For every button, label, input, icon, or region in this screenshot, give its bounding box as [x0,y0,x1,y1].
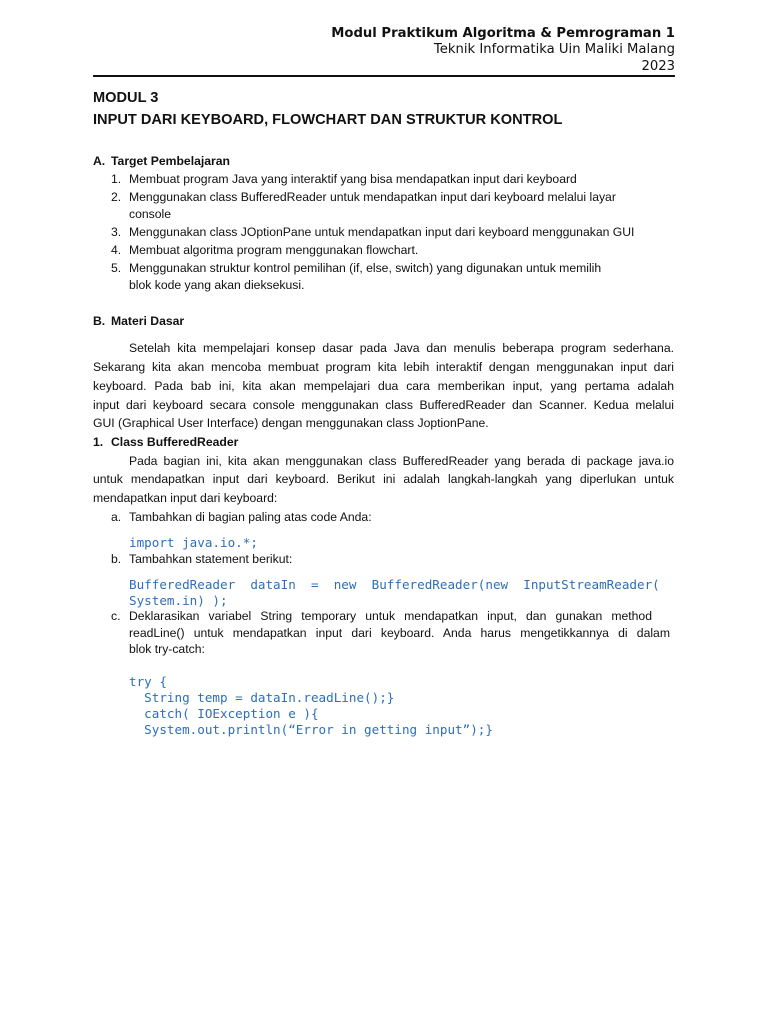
header-institution: Teknik Informatika Uin Maliki Malang [433,42,675,57]
header-module-name: Modul Praktikum Algoritma & Pemrograman 1 [331,26,675,41]
list-item-number: 5. [111,261,122,275]
list-item-number: 1. [111,172,122,186]
section-a-heading: Target Pembelajaran [111,154,230,168]
code-line: System.out.println(“Error in getting input”);} [129,722,493,737]
paragraph-line: input dari keyboard secara console menggunakan class BufferedReader dan Scanner. Kedua melalui [93,398,674,412]
paragraph-line: keyboard. Pada bab ini, kita akan mempelajari dua cara memberikan input, yang pertama adalah [93,379,674,393]
code-line: try { [129,674,167,689]
step-marker: a. [111,510,122,524]
step-text: Deklarasikan variabel String temporary untuk mendapatkan input, dan gunakan method [129,609,652,623]
list-item-text: console [129,207,172,221]
paragraph-line: GUI (Graphical User Interface) dengan menggunakan class JoptionPane. [93,416,489,430]
code-line: String temp = dataIn.readLine();} [129,690,395,705]
header-divider [93,75,675,77]
step-text: blok try-catch: [129,642,205,656]
code-line: import java.io.*; [129,535,258,550]
section-a-marker: A. [93,154,106,168]
list-item-text: Membuat algoritma program menggunakan flowchart. [129,243,419,257]
module-number-title: MODUL 3 [93,90,159,106]
section-b-heading: Materi Dasar [111,314,185,328]
list-item-text: Menggunakan class JOptionPane untuk mendapatkan input dari keyboard menggunakan GUI [129,225,635,239]
list-item-text: Membuat program Java yang interaktif yang bisa mendapatkan input dari keyboard [129,172,577,186]
paragraph-line: Sekarang kita akan mencoba membuat program kita lebih interaktif dengan menggunakan input dari [93,360,674,374]
header-year: 2023 [641,59,675,74]
paragraph-line: Pada bagian ini, kita akan menggunakan class BufferedReader yang berada di package java.io [129,454,674,468]
list-item-number: 3. [111,225,122,239]
list-item-number: 4. [111,243,122,257]
list-item-number: 2. [111,190,122,204]
list-item-text: Menggunakan class BufferedReader untuk mendapatkan input dari keyboard melalui layar [129,190,616,204]
step-text: readLine() untuk mendapatkan input dari keyboard. Anda harus mengetikkannya di dalam [129,626,670,640]
paragraph-line: mendapatkan input dari keyboard: [93,491,278,505]
subsection-1-number: 1. [93,435,104,449]
step-text: Tambahkan statement berikut: [129,552,293,566]
section-b-marker: B. [93,314,106,328]
code-line: System.in) ); [129,593,228,608]
code-line: catch( IOException e ){ [129,706,319,721]
list-item-text: blok kode yang akan dieksekusi. [129,278,305,292]
subsection-1-heading: Class BufferedReader [111,435,239,449]
list-item-text: Menggunakan struktur kontrol pemilihan (if, else, switch) yang digunakan untuk memilih [129,261,602,275]
code-line: BufferedReader dataIn = new BufferedReader(new InputStreamReader( [129,577,660,592]
paragraph-line: Setelah kita mempelajari konsep dasar pada Java dan menulis beberapa program sederhana. [129,341,674,355]
step-text: Tambahkan di bagian paling atas code Anda: [129,510,372,524]
step-marker: c. [111,609,121,623]
paragraph-line: untuk mendapatkan input dari keyboard. Berikut ini adalah langkah-langkah yang diperlukan untuk [93,472,674,486]
module-topic-title: INPUT DARI KEYBOARD, FLOWCHART DAN STRUKTUR KONTROL [93,112,563,128]
step-marker: b. [111,552,122,566]
